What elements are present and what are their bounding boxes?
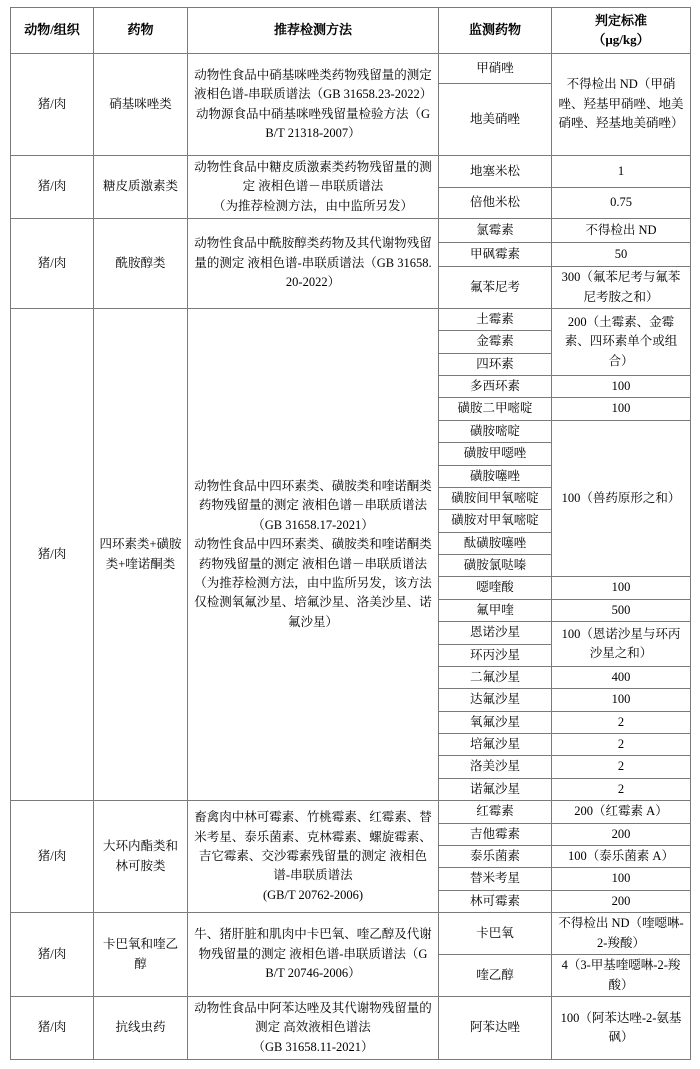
header-row (11, 8, 691, 54)
animal-tissue-cell: 猪/肉 (11, 54, 94, 156)
table-row (11, 54, 691, 84)
monitored-drug-cell: 地塞米松 (439, 156, 552, 188)
monitored-drug-cell: 二氟沙星 (439, 666, 552, 688)
monitored-drug-cell: 替米考星 (439, 868, 552, 890)
monitored-drug-cell: 甲硝唑 (439, 54, 552, 84)
method-cell (188, 156, 439, 219)
standard-cell: 100（恩诺沙星与环丙沙星之和） (552, 622, 691, 667)
table-row (11, 997, 691, 1060)
monitored-drug-cell: 林可霉素 (439, 890, 552, 912)
method-cell (188, 308, 439, 800)
monitored-drug-cell: 泰乐菌素 (439, 845, 552, 867)
method-line: 畜禽肉中林可霉素、竹桃霉素、红霉素、替米考星、泰乐菌素、克林霉素、螺旋霉素、吉它霉素、交沙霉素残留量的测定 液相色谱-串联质谱法 (194, 810, 432, 883)
monitored-drug-cell: 吉他霉素 (439, 823, 552, 845)
monitored-drug-cell: 磺胺对甲氧嘧啶 (439, 510, 552, 532)
standard-cell: 2 (552, 778, 691, 800)
standard-cell: 不得检出 ND (552, 219, 691, 243)
method-cell (188, 801, 439, 913)
standard-cell: 100（泰乐菌素 A） (552, 845, 691, 867)
col-header-method: 推荐检测方法 (188, 8, 439, 54)
monitored-drug-cell: 氯霉素 (439, 219, 552, 243)
standard-cell: 200（红霉素 A） (552, 801, 691, 823)
drug-class-cell: 酰胺醇类 (94, 219, 188, 309)
monitored-drug-cell: 阿苯达唑 (439, 997, 552, 1060)
col-header-standard-title: 判定标准 (594, 12, 647, 28)
method-cell (188, 997, 439, 1060)
method-cell (188, 913, 439, 997)
standard-cell: 100 (552, 689, 691, 711)
col-header-animal-tissue: 动物/组织 (11, 8, 94, 54)
standard-cell: 500 (552, 599, 691, 621)
monitored-drug-cell: 诺氟沙星 (439, 778, 552, 800)
monitored-drug-cell: 磺胺二甲嘧啶 (439, 398, 552, 420)
drug-class-cell: 糖皮质激素类 (94, 156, 188, 219)
method-line: 动物性食品中硝基咪唑类药物残留量的测定 液相色谱-串联质谱法（GB 31658.23-2022） (194, 67, 433, 102)
table-row (11, 801, 691, 823)
monitored-drug-cell: 噁喹酸 (439, 577, 552, 599)
col-header-drug: 药物 (94, 8, 188, 54)
method-line: （为推荐检测方法，由中监所另发） (212, 198, 413, 213)
col-header-standard (552, 8, 691, 54)
standard-cell: 200 (552, 890, 691, 912)
method-line: （GB 31658.17-2021） (252, 517, 374, 532)
standard-cell: 4（3-甲基喹噁啉-2-羧酸） (552, 955, 691, 997)
method-line: （为推荐检测方法，由中监所另发，该方法仅检测氧氟沙星、培氟沙星、洛美沙星、诺氟沙星） (194, 575, 432, 629)
animal-tissue-cell: 猪/肉 (11, 801, 94, 913)
monitored-drug-cell: 氧氟沙星 (439, 711, 552, 733)
standard-cell: 1 (552, 156, 691, 188)
table-row (11, 913, 691, 955)
monitored-drug-cell: 洛美沙星 (439, 756, 552, 778)
monitored-drug-cell: 红霉素 (439, 801, 552, 823)
drug-class-cell: 四环素类+磺胺类+喹诺酮类 (94, 308, 188, 800)
standard-cell: 不得检出 ND（喹噁啉-2-羧酸） (552, 913, 691, 955)
monitored-drug-cell: 多西环素 (439, 376, 552, 398)
animal-tissue-cell: 猪/肉 (11, 913, 94, 997)
monitored-drug-cell: 达氟沙星 (439, 689, 552, 711)
standard-cell: 400 (552, 666, 691, 688)
standard-cell: 0.75 (552, 187, 691, 219)
monitored-drug-cell: 磺胺嘧啶 (439, 420, 552, 442)
method-line: 动物性食品中四环素类、磺胺类和喹诺酮类药物残留量的测定 液相色谱－串联质谱法 (194, 537, 432, 571)
standard-cell: 200（土霉素、金霉素、四环素单个或组合） (552, 308, 691, 375)
standard-cell: 不得检出 ND（甲硝唑、羟基甲硝唑、地美硝唑、羟基地美硝唑） (552, 54, 691, 156)
monitored-drug-cell: 氟苯尼考 (439, 267, 552, 309)
method-line: 牛、猪肝脏和肌肉中卡巴氧、喹乙醇及代谢物残留量的测定 液相色谱-串联质谱法（GB/T 20746-2006） (194, 927, 432, 981)
standard-cell: 200 (552, 823, 691, 845)
table-header (11, 8, 691, 54)
animal-tissue-cell: 猪/肉 (11, 997, 94, 1060)
monitored-drug-cell: 磺胺甲噁唑 (439, 443, 552, 465)
monitored-drug-cell: 甲砜霉素 (439, 243, 552, 267)
standard-cell: 2 (552, 711, 691, 733)
table-body (11, 54, 691, 1060)
method-line: （GB 31658.11-2021） (252, 1039, 374, 1054)
method-line: 动物性食品中四环素类、磺胺类和喹诺酮类药物残留量的测定 液相色谱－串联质谱法 (194, 479, 432, 513)
standard-cell: 100 (552, 868, 691, 890)
standard-cell: 50 (552, 243, 691, 267)
monitored-drug-cell: 磺胺间甲氧嘧啶 (439, 487, 552, 509)
drug-residue-table (10, 7, 691, 1060)
monitored-drug-cell: 卡巴氧 (439, 913, 552, 955)
monitored-drug-cell: 四环素 (439, 353, 552, 375)
drug-class-cell: 卡巴氧和喹乙醇 (94, 913, 188, 997)
monitored-drug-cell: 土霉素 (439, 308, 552, 330)
monitored-drug-cell: 地美硝唑 (439, 84, 552, 156)
standard-cell: 100 (552, 398, 691, 420)
table-row (11, 219, 691, 243)
standard-cell: 2 (552, 756, 691, 778)
monitored-drug-cell: 培氟沙星 (439, 734, 552, 756)
standard-cell: 100（阿苯达唑-2-氨基砜） (552, 997, 691, 1060)
standard-cell: 100 (552, 376, 691, 398)
monitored-drug-cell: 磺胺氯哒嗪 (439, 555, 552, 577)
monitored-drug-cell: 喹乙醇 (439, 955, 552, 997)
table-row (11, 308, 691, 330)
monitored-drug-cell: 酞磺胺噻唑 (439, 532, 552, 554)
monitored-drug-cell: 恩诺沙星 (439, 622, 552, 644)
method-line: 动物性食品中糖皮质激素类药物残留量的测定 液相色谱－串联质谱法 (194, 160, 432, 194)
monitored-drug-cell: 环丙沙星 (439, 644, 552, 666)
method-line: (GB/T 20762-2006) (262, 887, 364, 902)
col-header-monitored-drug: 监测药物 (439, 8, 552, 54)
monitored-drug-cell: 磺胺噻唑 (439, 465, 552, 487)
method-line: 动物源食品中硝基咪唑残留量检验方法（GB/T 21318-2007） (195, 106, 431, 140)
standard-cell: 100（兽药原形之和） (552, 420, 691, 577)
standard-cell: 2 (552, 734, 691, 756)
standard-cell: 300（氟苯尼考与氟苯尼考胺之和） (552, 267, 691, 309)
monitored-drug-cell: 金霉素 (439, 331, 552, 353)
table-row (11, 156, 691, 188)
standard-cell: 100 (552, 577, 691, 599)
method-line: 动物性食品中阿苯达唑及其代谢物残留量的测定 高效液相色谱法 (194, 1001, 432, 1035)
drug-class-cell: 硝基咪唑类 (94, 54, 188, 156)
animal-tissue-cell: 猪/肉 (11, 219, 94, 309)
method-cell (188, 54, 439, 156)
animal-tissue-cell: 猪/肉 (11, 156, 94, 219)
monitored-drug-cell: 倍他米松 (439, 187, 552, 219)
method-cell (188, 219, 439, 309)
method-line: 动物性食品中酰胺醇类药物及其代谢物残留量的测定 液相色谱-串联质谱法（GB 31658.20-2022） (194, 236, 432, 290)
animal-tissue-cell: 猪/肉 (11, 308, 94, 800)
monitored-drug-cell: 氟甲喹 (439, 599, 552, 621)
col-header-standard-unit: （μg/kg） (592, 31, 650, 47)
drug-class-cell: 大环内酯类和林可胺类 (94, 801, 188, 913)
drug-class-cell: 抗线虫药 (94, 997, 188, 1060)
